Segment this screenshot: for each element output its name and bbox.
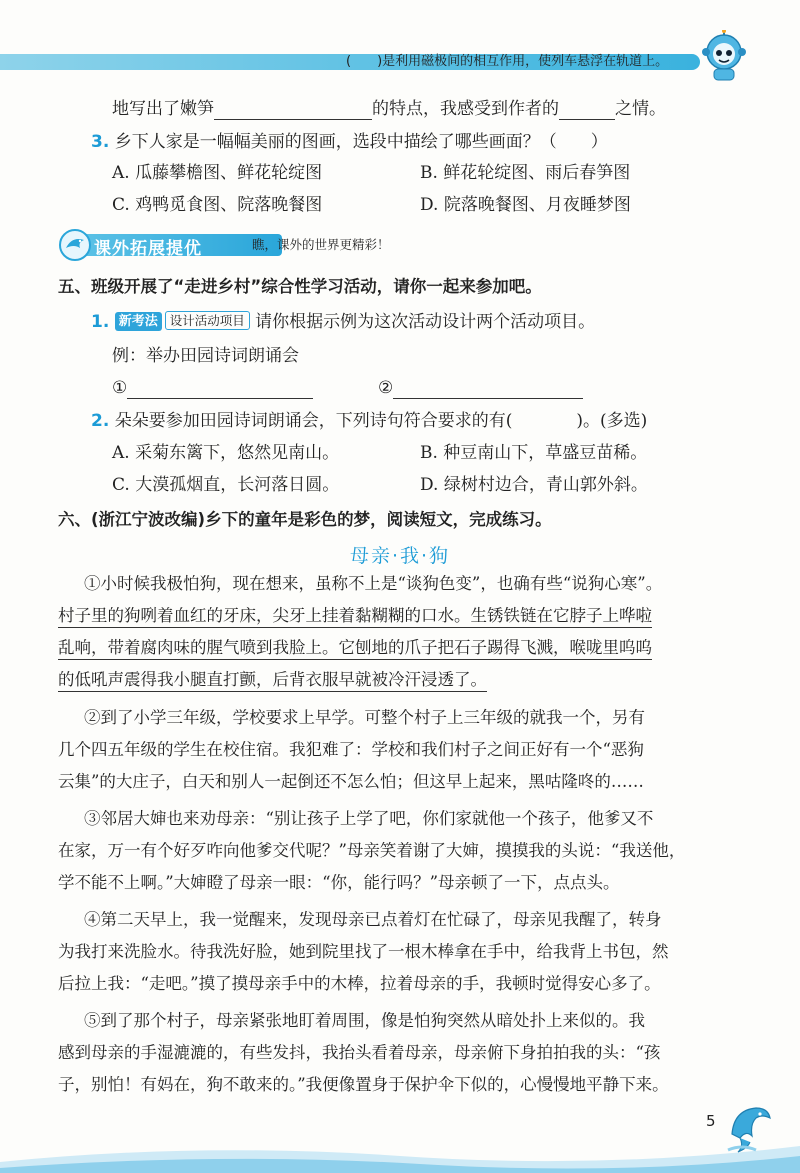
q5-option-a[interactable]: A. 采菊东篱下，悠然见南山。: [112, 443, 340, 463]
story-line: 为我打来洗脸水。待我洗好脸，她到院里找了一根木棒拿在手中，给我背上书包，然: [58, 942, 669, 961]
q5-option-d[interactable]: D. 绿树村边合，青山郭外斜。: [420, 475, 648, 495]
new-format-tag: 新考法: [115, 312, 162, 331]
dolphin-mascot-icon: [722, 1100, 774, 1156]
story-line: 子，别怕！有妈在，狗不敢来的。”我便像置身于保护伞下似的，心慢慢地平静下来。: [58, 1075, 669, 1094]
story-line: ②到了小学三年级，学校要求上早学。可整个村子上三年级的就我一个，另有: [84, 708, 645, 727]
q3-option-d[interactable]: D. 院落晚餐图、月夜睡梦图: [420, 195, 631, 215]
story-line: 感到母亲的手湿漉漉的，有些发抖，我抬头看着母亲，母亲俯下身拍拍我的头：“孩: [58, 1043, 661, 1062]
q3-option-b[interactable]: B. 鲜花轮绽图、雨后春笋图: [420, 163, 631, 183]
q3-option-c[interactable]: C. 鸡鸭觅食图、院落晚餐图: [112, 195, 323, 215]
story-line-underlined: 村子里的狗咧着血红的牙床，尖牙上挂着黏糊糊的口水。生锈铁链在它脖子上哗啦: [58, 605, 652, 628]
blank[interactable]: [214, 101, 372, 120]
story-line: 几个四五年级的学生在校住宿。我犯难了：学校和我们村子之间正好有一个“恶狗: [58, 740, 644, 759]
blank[interactable]: [393, 380, 583, 399]
story-line: 云集”的大庄子，白天和别人一起倒还不怎么怕；但这早上起来，黑咕隆咚的……: [58, 772, 644, 791]
q5-heading: 五、班级开展了“走进乡村”综合性学习活动，请你一起来参加吧。: [58, 277, 542, 296]
blank[interactable]: [559, 101, 615, 120]
q6-heading: 六、(浙江宁波改编)乡下的童年是彩色的梦，阅读短文，完成练习。: [58, 510, 552, 529]
page-number: 5: [706, 1112, 716, 1130]
question-3: 3. 乡下人家是一幅幅美丽的图画，选段中描绘了哪些画面？（ ）: [91, 132, 608, 152]
banner-subtitle: 瞧，课外的世界更精彩！: [252, 237, 390, 252]
story-line: ③邻居大婶也来劝母亲：“别让孩子上学了吧，你们家就他一个孩子，他爹又不: [84, 809, 654, 828]
answer-slot-2: ②: [378, 377, 583, 399]
dolphin-badge-icon: [58, 228, 92, 262]
story-line-underlined: 的低吼声震得我小腿直打颤，后背衣服早就被冷汗浸透了。: [58, 669, 487, 692]
story-line: 后拉上我：“走吧。”摸了摸母亲手中的木棒，拉着母亲的手，我顿时觉得安心多了。: [58, 974, 661, 993]
q5-option-b[interactable]: B. 种豆南山下，草盛豆苗稀。: [420, 443, 648, 463]
story-line: ④第二天早上，我一觉醒来，发现母亲已点着灯在忙碌了，母亲见我醒了，转身: [84, 910, 662, 929]
story-line-underlined: 乱响，带着腐肉味的腥气喷到我脸上。它刨地的爪子把石子踢得飞溅，喉咙里呜呜: [58, 637, 652, 660]
design-activity-tag: 设计活动项目: [165, 311, 250, 330]
q5-sub1: 1. 新考法 设计活动项目 请你根据示例为这次活动设计两个活动项目。: [91, 312, 596, 332]
q5-sub2: 2. 朵朵要参加田园诗词朗诵会，下列诗句符合要求的有( )。(多选): [91, 411, 648, 431]
q3-option-a[interactable]: A. 瓜藤攀檐图、鲜花轮绽图: [112, 163, 323, 183]
header-fact: ( )是利用磁极间的相互作用，使列车悬浮在轨道上。: [346, 54, 669, 69]
blank[interactable]: [127, 380, 313, 399]
banner-title: 课外拓展提优: [94, 239, 202, 259]
q5-option-c[interactable]: C. 大漠孤烟直，长河落日圆。: [112, 475, 340, 495]
story-line: ①小时候我极怕狗，现在想来，虽称不上是“谈狗色变”，也确有些“说狗心寒”。: [84, 574, 663, 593]
q5-example: 例：举办田园诗词朗诵会: [112, 346, 299, 366]
story-line: 学不能不上啊。”大婶瞪了母亲一眼：“你，能行吗？”母亲顿了一下，点点头。: [58, 873, 620, 892]
story-title: 母亲·我·狗: [349, 545, 451, 567]
story-line: 在家，万一有个好歹咋向他爹交代呢？”母亲笑着谢了大婶，摸摸我的头说：“我送他，: [58, 841, 686, 860]
robot-mascot-icon: [700, 30, 748, 82]
answer-slot-1: ①: [112, 377, 313, 399]
story-line: ⑤到了那个村子，母亲紧张地盯着周围，像是怕狗突然从暗处扑上来似的。我: [84, 1011, 645, 1030]
answer-line-1: 地写出了嫩笋 的特点，我感受到作者的 之情。: [112, 99, 666, 119]
footer-wave: [0, 1122, 800, 1173]
